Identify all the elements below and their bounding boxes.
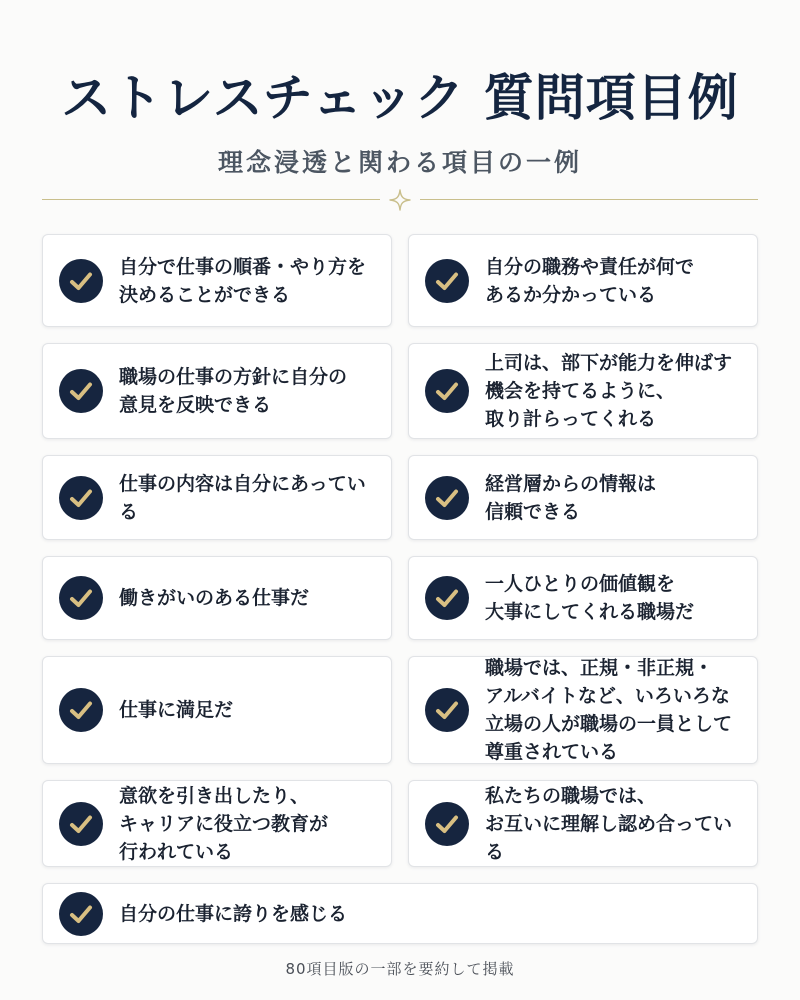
question-text: 私たちの職場では、 お互いに理解し認め合っている bbox=[485, 784, 733, 863]
question-card bbox=[42, 656, 392, 764]
divider-left bbox=[42, 199, 380, 200]
question-text: 職場では、正規・非正規・ アルバイトなど、いろいろな 立場の人が職場の一員として 尊重されている bbox=[485, 657, 733, 763]
question-text: 意欲を引き出したり、 キャリアに役立つ教育が 行われている bbox=[119, 784, 329, 863]
question-text: 仕事の内容は自分にあっている bbox=[119, 472, 366, 523]
check-circle-icon bbox=[59, 476, 103, 520]
check-circle-icon bbox=[425, 369, 469, 413]
check-circle-icon bbox=[425, 802, 469, 846]
question-text: 自分の職務や責任が何で あるか分かっている bbox=[485, 255, 695, 306]
question-card bbox=[408, 455, 758, 540]
question-text: 経営層からの情報は 信頼できる bbox=[485, 472, 657, 523]
question-card bbox=[42, 455, 392, 540]
question-card bbox=[408, 556, 758, 640]
check-circle-icon bbox=[425, 576, 469, 620]
question-card bbox=[42, 343, 392, 439]
question-text: 自分の仕事に誇りを感じる bbox=[119, 902, 348, 925]
check-circle-icon bbox=[425, 476, 469, 520]
check-circle-icon bbox=[425, 688, 469, 732]
check-circle-icon bbox=[59, 802, 103, 846]
question-card bbox=[408, 343, 758, 439]
question-card bbox=[408, 780, 758, 867]
footnote: 80項目版の一部を要約して掲載 bbox=[285, 960, 515, 978]
check-circle-icon bbox=[59, 892, 103, 936]
question-text: 職場の仕事の方針に自分の 意見を反映できる bbox=[119, 366, 348, 416]
question-text: 一人ひとりの価値観を 大事にしてくれる職場だ bbox=[485, 573, 695, 623]
sparkle-icon bbox=[389, 189, 411, 211]
check-circle-icon bbox=[59, 369, 103, 413]
question-card bbox=[42, 556, 392, 640]
page-title: ストレスチェック 質問項目例 bbox=[61, 69, 739, 127]
page-subtitle: 理念浸透と関わる項目の一例 bbox=[217, 148, 582, 177]
question-text: 仕事に満足だ bbox=[119, 699, 234, 721]
question-card bbox=[408, 234, 758, 327]
check-circle-icon bbox=[59, 259, 103, 303]
check-circle-icon bbox=[59, 576, 103, 620]
question-card bbox=[42, 234, 392, 327]
divider-right bbox=[420, 199, 758, 200]
question-text: 上司は、部下が能力を伸ばす 機会を持てるように、 取り計らってくれる bbox=[485, 352, 733, 430]
question-text: 働きがいのある仕事だ bbox=[119, 587, 310, 609]
question-card bbox=[42, 780, 392, 867]
question-text: 自分で仕事の順番・やり方を 決めることができる bbox=[119, 255, 367, 306]
question-card bbox=[42, 883, 758, 944]
question-card bbox=[408, 656, 758, 764]
check-circle-icon bbox=[59, 688, 103, 732]
check-circle-icon bbox=[425, 259, 469, 303]
